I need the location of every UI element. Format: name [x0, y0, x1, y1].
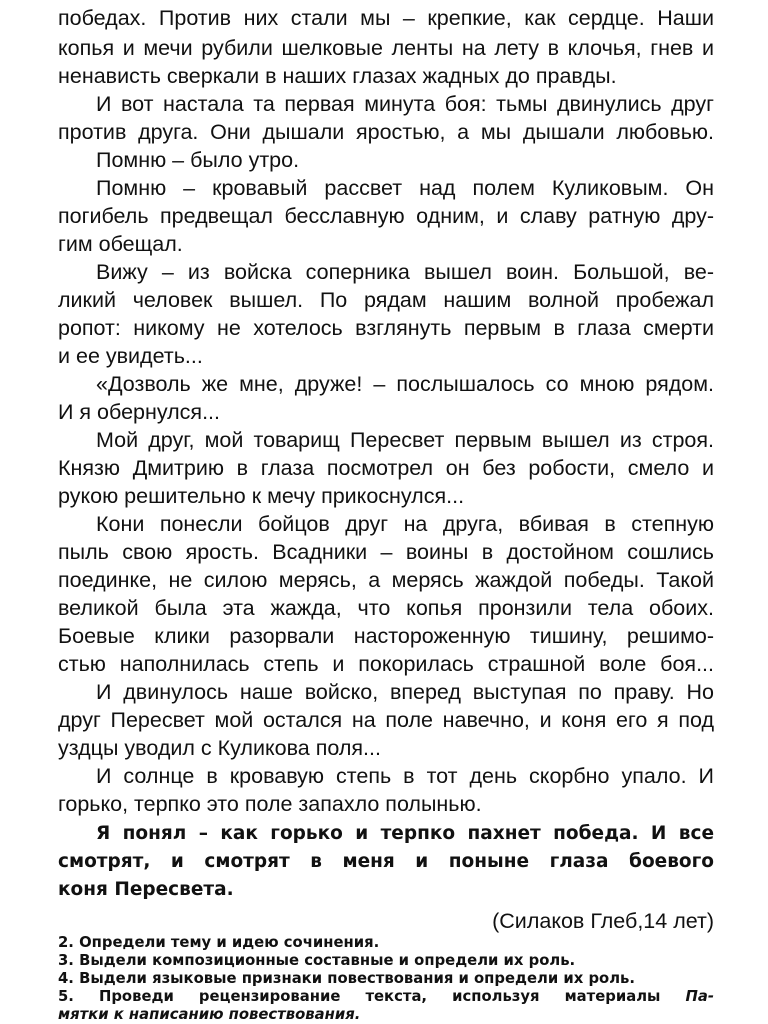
task-item: 3. Выдели композиционные составные и определи их роль.	[58, 952, 576, 969]
text-line: Помню – было утро.	[96, 148, 300, 172]
text-line: Вижу – из войска соперника вышел воин. Большой, ве-	[96, 260, 714, 284]
text-line: стью наполнилась степь и покорилась страшной воле боя...	[58, 652, 714, 676]
text-line: Боевые клики разорвали настороженную тишину, решимо-	[58, 624, 714, 648]
text-line: победах. Против них стали мы – крепкие, как сердце. Наши	[58, 6, 714, 30]
text-line: друг Пересвет мой остался на поле навечно, и коня его я под	[58, 708, 714, 732]
conclusion-line: Я понял – как горько и терпко пахнет победа. И все	[96, 823, 714, 844]
text-line: И я обернулся...	[58, 400, 220, 424]
task-italic-text: мятки к написанию повествования.	[58, 1006, 361, 1023]
text-line: горько, терпко это поле запахло полынью.	[58, 792, 482, 816]
text-line: И двинулось наше войско, вперед выступая по праву. Но	[96, 680, 714, 704]
text-line: Князю Дмитрию в глаза посмотрел он без робости, смело и	[58, 456, 714, 480]
task-item: 2. Определи тему и идею сочинения.	[58, 934, 380, 951]
task-italic-text: Па-	[660, 988, 715, 1005]
text-line: пыль свою ярость. Всадники – воины в достойном сошлись	[58, 540, 714, 564]
text-line: копья и мечи рубили шелковые ленты на лету в клочья, гнев и	[58, 36, 714, 60]
text-line: великой была эта жажда, что копья пронзили тела обоих.	[58, 596, 714, 620]
text-line: гим обещал.	[58, 232, 183, 256]
conclusion-line: смотрят, и смотрят в меня и поныне глаза боевого	[58, 851, 714, 872]
text-line: ропот: никому не хотелось взглянуть первым в глаза смерти	[58, 316, 714, 340]
text-line: ненависть сверкали в наших глазах жадных до правды.	[58, 64, 617, 88]
text-line: ликий человек вышел. По рядам нашим волной пробежал	[58, 288, 714, 312]
author-signature: (Силаков Глеб,14 лет)	[492, 909, 714, 933]
text-line: Мой друг, мой товарищ Пересвет первым вышел из строя.	[96, 428, 714, 452]
text-line: «Дозволь же мне, друже! – послышалось со мною рядом.	[96, 372, 714, 396]
text-line: поединке, не силою мерясь, а мерясь жаждой победы. Такой	[58, 568, 714, 592]
text-line: и ее увидеть...	[58, 344, 203, 368]
text-line: И солнце в кровавую степь в тот день скорбно упало. И	[96, 764, 714, 788]
text-line: уздцы уводил с Куликова поля...	[58, 736, 381, 760]
text-line: Кони понесли бойцов друг на друга, вбивая в степную	[96, 512, 714, 536]
tasks-list	[58, 934, 714, 1024]
text-line: погибель предвещал бесславную одним, и славу ратную дру-	[58, 204, 714, 228]
text-line: против друга. Они дышали яростью, а мы дышали любовью.	[58, 120, 714, 144]
text-line: рукою решительно к мечу прикоснулся...	[58, 484, 465, 508]
conclusion-line: коня Пересвета.	[58, 879, 234, 900]
text-line: Помню – кровавый рассвет над полем Куликовым. Он	[96, 176, 714, 200]
task-item: 4. Выдели языковые признаки повествования и определи их роль.	[58, 970, 636, 987]
text-line: И вот настала та первая минута боя: тьмы двинулись друг	[96, 92, 714, 116]
task-item: 5. Проведи рецензирование текста, используя материалы Па-	[58, 988, 715, 1005]
task-item-continuation	[58, 1006, 714, 1024]
